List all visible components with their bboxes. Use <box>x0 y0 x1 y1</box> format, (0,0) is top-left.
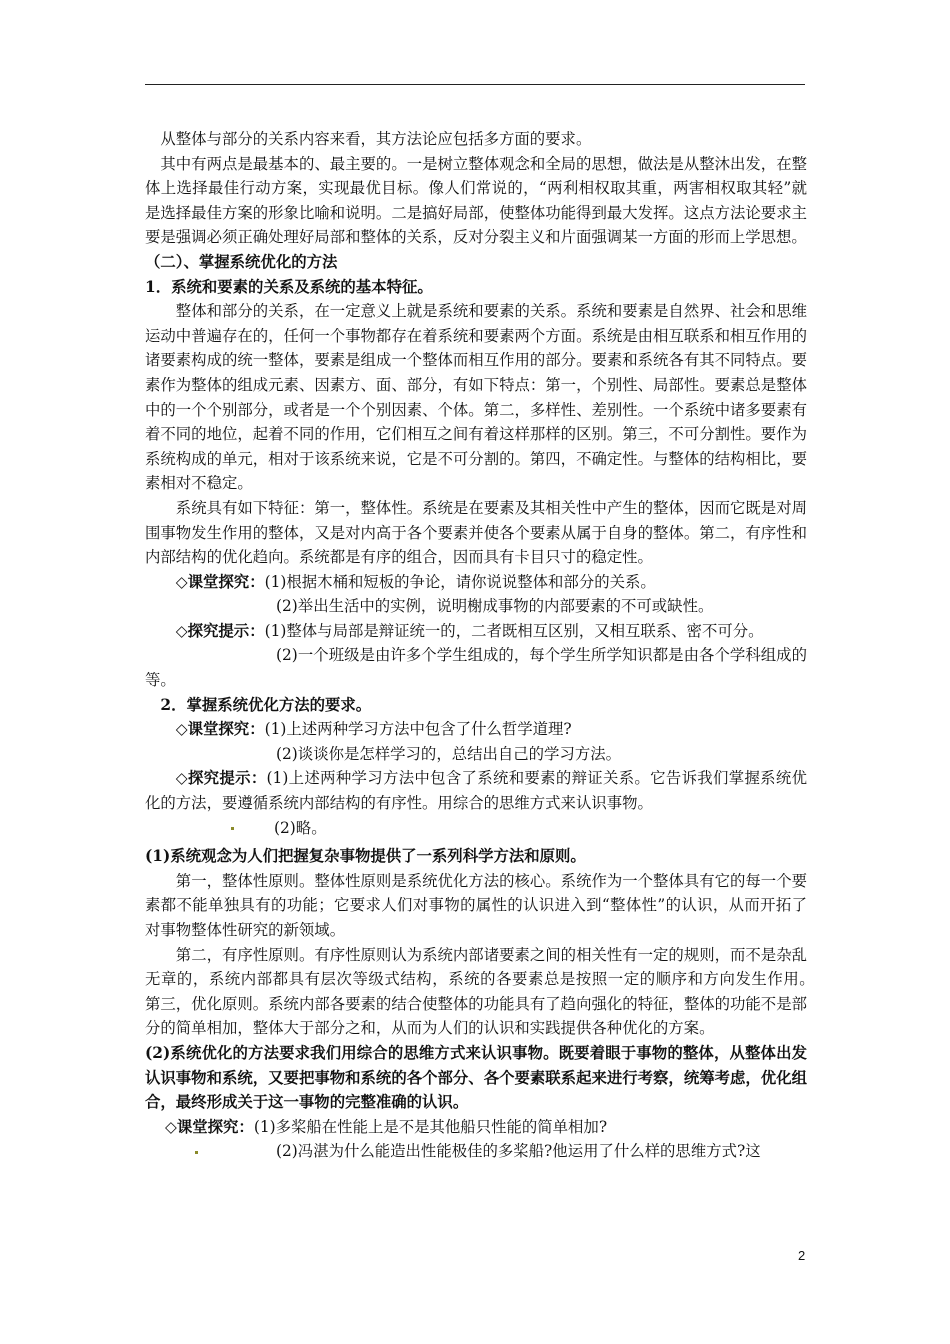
hint-item: (2)略。 <box>145 816 807 841</box>
exploration-label: ◇课堂探究： <box>175 572 265 591</box>
exploration-label: ◇课堂探究： <box>175 720 265 739</box>
document-body <box>145 127 823 1164</box>
paragraph: 第一，整体性原则。整体性原则是系统优化方法的核心。系统作为一个整体具有它的每一个要素都不能单独具有的功能；它要求人们对事物的属性的认识进入到“整体性”的认识，从而开拓了对事物整体性研究的新领域。 <box>145 871 807 939</box>
page-number: 2 <box>798 1248 806 1263</box>
principle-heading: (2)系统优化的方法要求我们用综合的思维方式来认识事物。既要着眼于事物的整体，从整体出发认识事物和系统，又要把事物和系统的各个部分、各个要素联系起来进行考察，统筹考虑，优化组合，最终形成关于这一事物的完整准确的认识。 <box>145 1043 807 1112</box>
hint-item: (1)上述两种学习方法中包含了系统和要素的辩证关系。它告诉我们掌握系统优化的方法，要遵循系统内部结构的有序性。用综合的思维方式来认识事物。 <box>145 769 807 813</box>
exploration-label: ◇课堂探究： <box>165 1117 254 1136</box>
hint-line <box>145 619 807 644</box>
subsection-heading: 2．掌握系统优化方法的要求。 <box>160 695 372 714</box>
hint-item: (2)一个班级是由许多个学生组成的，每个学生所学知识都是由各个学科组成的等。 <box>145 646 807 690</box>
principle-heading: (1)系统观念为人们把握复杂事物提供了一系列科学方法和原则。 <box>145 847 586 866</box>
paragraph: 从整体与部分的关系内容来看，其方法论应包括多方面的要求。 <box>160 130 592 148</box>
exploration-item: (2)冯湛为什么能造出性能极佳的多桨船?他运用了什么样的思维方式?这 <box>145 1139 807 1164</box>
exploration-line <box>145 570 807 595</box>
hint-label: ◇探究提示： <box>175 769 267 788</box>
exploration-line <box>145 717 807 742</box>
paragraph: 整体和部分的关系，在一定意义上就是系统和要素的关系。系统和要素是自然界、社会和思维运动中普遍存在的，任何一个事物都存在着系统和要素两个方面。系统是由相互联系和相互作用的诸要素构成的统一整体，要素是组成一个整体而相互作用的部分。要素和系统各有其不同特点。要素作为整体的组成元素、因素方、面、部分，有如下特点：第一，个别性、局部性。要素总是整体中的一个个别部分，或者是一个个别因素、个体。第二，多样性、差别性。一个系统中诸多要素有着不同的地位，起着不同的作用，它们相互之间有着这样那样的区别。第三，不可分割性。要作为系统构成的单元，相对于该系统来说，它是不可分割的。第四，不确定性。与整体的结构相比，要素相对不稳定。 <box>145 302 807 493</box>
hint-line <box>145 766 807 815</box>
exploration-item: (1)根据木桶和短板的争论，请你说说整体和部分的关系。 <box>264 572 656 591</box>
header-rule <box>145 84 805 85</box>
hint-label: ◇探究提示： <box>175 621 265 640</box>
exploration-item: (2)谈谈你是怎样学习的，总结出自己的学习方法。 <box>276 744 622 763</box>
exploration-item: (1)上述两种学习方法中包含了什么哲学道理? <box>264 720 572 739</box>
exploration-item: (2)举出生活中的实例，说明榭成事物的内部要素的不可或缺性。 <box>276 597 714 616</box>
decorative-dot <box>195 1151 198 1154</box>
paragraph: 系统具有如下特征：第一，整体性。系统是在要素及其相关性中产生的整体，因而它既是对周围事物发生作用的整体，又是对内高于各个要素并使各个要素从属于自身的整体。第二，有序性和内部结构的优化趋向。系统都是有序的组合，因而具有卡目只寸的稳定性。 <box>145 498 807 567</box>
paragraph: 其中有两点是最基本的、最主要的。一是树立整体观念和全局的思想，做法是从整沐出发，在整体上选择最佳行动方案，实现最优目标。像人们常说的，“两利相权取其重，两害相权取其轻”就是选择最佳方案的形象比喻和说明。二是搞好局部，使整体功能得到最大发挥。这点方法论要求主要是强调必须正确处理好局部和整体的关系，反对分裂主义和片面强调某一方面的形而上学思想。 <box>145 154 807 247</box>
exploration-item: (1)多桨船在性能上是不是其他船只性能的简单相加? <box>253 1117 608 1136</box>
subsection-heading: 1．系统和要素的关系及系统的基本特征。 <box>145 277 433 296</box>
paragraph: 第二，有序性原则。有序性原则认为系统内部诸要素之间的相关性有一定的规则，而不是杂乱无章的，系统内部都具有层次等级式结构，系统的各要素总是按照一定的顺序和方向发生作用。 第三，优化原则。系统内部各要素的结合使整体的功能具有了趋向强化的特征，整体的功能不是部分的简单相加，整体大于部分之和，从而为人们的认识和实践提供各种优化的方案。 <box>145 945 823 1038</box>
hint-item: (1)整体与局部是辩证统一的，二者既相互区别，又相互联系、密不可分。 <box>264 621 764 640</box>
section-heading: （二）、掌握系统优化的方法 <box>145 252 338 271</box>
exploration-line <box>145 1115 807 1140</box>
decorative-dot <box>231 827 234 830</box>
